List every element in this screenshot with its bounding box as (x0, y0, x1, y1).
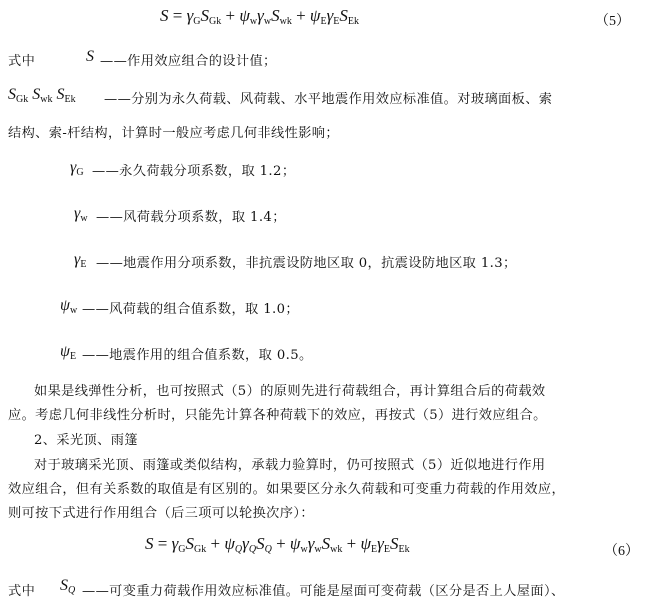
symbol-gamma-G: $\gamma_G$ (70, 159, 84, 178)
equation-number-6: （6） (604, 544, 639, 559)
symbol-S-Q: $S_Q$ (60, 577, 76, 596)
def-psi-E: ——地震作用的组合值系数，取 0.5。 (82, 348, 313, 363)
symbol-S: S (86, 48, 94, 65)
def-gamma-G: ——永久荷载分项系数，取 1.2； (92, 164, 296, 179)
symbol-psi-w: $\psi_w$ (60, 297, 78, 316)
symbol-gamma-E: $\gamma_E$ (74, 251, 87, 270)
formula-5: $S = \gamma_GS_{Gk} + \psi_w\gamma_wS_{wk} + \psi_E\gamma_ES_{Ek}$ (160, 6, 360, 27)
symbol-gamma-w: $\gamma_w$ (74, 205, 88, 224)
paragraph-2-line-2: 效应组合，但有关系数的取值是有区别的。如果要区分永久荷载和可变重力荷载的作用效应， (8, 482, 566, 497)
def-S: ——作用效应组合的设计值； (100, 54, 277, 69)
def-loads-line2: 结构、索-杆结构，计算时一般应考虑几何非线性影响； (8, 126, 339, 141)
paragraph-2-line-3: 则可按下式进行作用组合（后三项可以轮换次序）： (8, 506, 314, 521)
formula-6: $S = \gamma_GS_{Gk} + \psi_Q\gamma_QS_Q + \psi_w\gamma_wS_{wk} + \psi_E\gamma_ES_{Ek}$ (145, 534, 410, 555)
paragraph-1-line-1: 如果是线弹性分析，也可按照式（5）的原则先进行荷载组合，再计算组合后的荷载效 (34, 384, 546, 399)
def-loads-line1: ——分别为永久荷载、风荷载、水平地震作用效应标准值。对玻璃面板、索 (104, 92, 553, 107)
equation-number-5: （5） (595, 14, 630, 29)
def-gamma-E: ——地震作用分项系数，非抗震设防地区取 0，抗震设防地区取 1.3； (96, 256, 517, 271)
def-gamma-w: ——风荷载分项系数，取 1.4； (96, 210, 286, 225)
where-label-2: 式中 (8, 584, 36, 599)
paragraph-1-line-2: 应。考虑几何非线性分析时，只能先计算各种荷载下的效应，再按式（5）进行效应组合。 (8, 408, 547, 423)
symbol-psi-E: $\psi_E$ (60, 343, 77, 362)
def-S-Q: ——可变重力荷载作用效应标准值。可能是屋面可变荷载（区分是否上人屋面）、 (82, 584, 565, 599)
section-heading: 2、采光顶、雨篷 (34, 433, 138, 448)
where-label: 式中 (8, 54, 36, 69)
symbols-SGk-Swk-SEk: $S_{Gk}$ $S_{wk}$ $S_{Ek}$ (8, 86, 76, 105)
paragraph-2-line-1: 对于玻璃采光顶、雨篷或类似结构，承载力验算时，仍可按照式（5）近似地进行作用 (34, 458, 546, 473)
def-psi-w: ——风荷载的组合值系数，取 1.0； (82, 302, 299, 317)
